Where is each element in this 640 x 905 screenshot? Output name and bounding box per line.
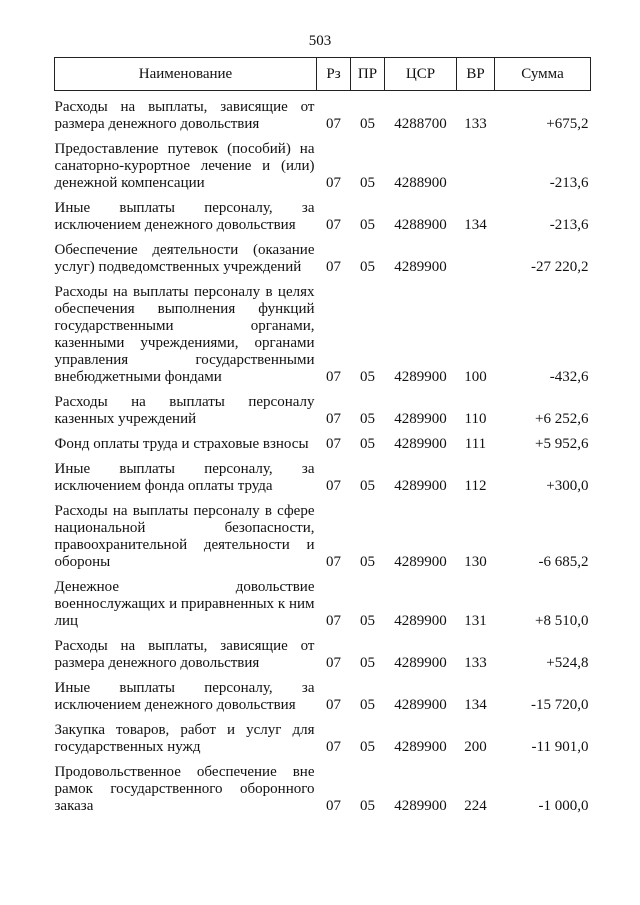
cell-sum: +8 510,0 — [535, 613, 589, 629]
cell-rz: 07 — [326, 259, 341, 275]
cell-vr: 110 — [464, 411, 487, 427]
cell-csr: 4288700 — [394, 116, 447, 132]
cell-name: Закупка товаров, работ и услуг для государственных нужд — [54, 722, 315, 755]
table-row — [55, 91, 591, 142]
cell-rz: 07 — [326, 411, 341, 427]
cell-pr: 05 — [360, 259, 375, 275]
budget-table — [54, 57, 591, 823]
cell-sum: -432,6 — [549, 369, 589, 385]
cell-sum: -1 000,0 — [538, 798, 589, 814]
cell-rz: 07 — [326, 369, 341, 385]
cell-sum: -213,6 — [549, 217, 589, 233]
cell-sum: +300,0 — [546, 478, 589, 494]
cell-pr: 05 — [360, 411, 375, 427]
cell-pr: 05 — [360, 116, 375, 132]
cell-name: Расходы на выплаты персоналу казенных учреждений — [54, 394, 315, 427]
cell-csr: 4289900 — [394, 411, 447, 427]
table-header — [55, 58, 591, 91]
table-row — [55, 242, 591, 284]
cell-csr: 4289900 — [394, 798, 447, 814]
cell-name: Иные выплаты персоналу, за исключением денежного довольствия — [54, 680, 315, 713]
cell-csr: 4289900 — [394, 554, 447, 570]
cell-pr: 05 — [360, 217, 375, 233]
cell-name: Расходы на выплаты персоналу в целях обеспечения выполнения функций государственными органами, казенными учреждениями, органами управления государственными внебюджетными фондами — [54, 284, 315, 385]
table-row — [55, 141, 591, 200]
table-body — [55, 91, 591, 824]
cell-csr: 4288900 — [394, 217, 447, 233]
cell-vr — [457, 141, 495, 200]
cell-sum: +524,8 — [546, 655, 589, 671]
cell-sum: -11 901,0 — [531, 739, 589, 755]
cell-rz: 07 — [326, 554, 341, 570]
cell-rz: 07 — [326, 436, 341, 452]
cell-vr: 112 — [464, 478, 487, 494]
cell-pr: 05 — [360, 175, 375, 191]
cell-csr: 4289900 — [394, 478, 447, 494]
cell-sum: +675,2 — [546, 116, 589, 132]
header-sum: Сумма — [495, 58, 591, 91]
cell-pr: 05 — [360, 655, 375, 671]
cell-name: Иные выплаты персоналу, за исключением фонда оплаты труда — [54, 461, 315, 494]
cell-name: Предоставление путевок (пособий) на санаторно-курортное лечение и (или) денежной компенсации — [54, 141, 315, 191]
cell-vr: 130 — [464, 554, 487, 570]
cell-rz: 07 — [326, 613, 341, 629]
cell-rz: 07 — [326, 175, 341, 191]
cell-vr: 111 — [464, 436, 487, 452]
page-number: 503 — [308, 33, 332, 49]
cell-rz: 07 — [326, 739, 341, 755]
table-row — [55, 680, 591, 722]
table-row — [55, 461, 591, 503]
cell-name: Обеспечение деятельности (оказание услуг) подведомственных учреждений — [54, 242, 315, 275]
cell-vr: 133 — [464, 655, 487, 671]
table-row — [55, 722, 591, 764]
cell-pr: 05 — [360, 697, 375, 713]
cell-pr: 05 — [360, 739, 375, 755]
table-row — [55, 394, 591, 436]
cell-name: Фонд оплаты труда и страховые взносы — [54, 436, 309, 452]
cell-csr: 4289900 — [394, 259, 447, 275]
cell-pr: 05 — [360, 798, 375, 814]
cell-csr: 4289900 — [394, 655, 447, 671]
table-row — [55, 638, 591, 680]
cell-pr: 05 — [360, 613, 375, 629]
cell-rz: 07 — [326, 798, 341, 814]
header-pr: ПР — [351, 58, 385, 91]
cell-vr: 100 — [464, 369, 487, 385]
header-csr: ЦСР — [385, 58, 457, 91]
cell-vr: 133 — [464, 116, 487, 132]
cell-csr: 4289900 — [394, 697, 447, 713]
cell-name: Денежное довольствие военнослужащих и приравненных к ним лиц — [54, 579, 315, 629]
cell-sum: +5 952,6 — [535, 436, 589, 452]
cell-sum: -27 220,2 — [531, 259, 589, 275]
cell-name: Продовольственное обеспечение вне рамок государственного оборонного заказа — [54, 764, 315, 814]
table-row — [55, 200, 591, 242]
cell-name: Расходы на выплаты, зависящие от размера денежного довольствия — [54, 638, 315, 671]
table-row — [55, 436, 591, 461]
cell-pr: 05 — [360, 369, 375, 385]
cell-vr: 134 — [464, 217, 487, 233]
cell-vr — [457, 242, 495, 284]
header-vr: ВР — [457, 58, 495, 91]
cell-pr: 05 — [360, 436, 375, 452]
cell-vr: 224 — [464, 798, 487, 814]
cell-rz: 07 — [326, 217, 341, 233]
cell-csr: 4288900 — [394, 175, 447, 191]
cell-rz: 07 — [326, 478, 341, 494]
cell-vr: 134 — [464, 697, 487, 713]
cell-rz: 07 — [326, 116, 341, 132]
cell-csr: 4289900 — [394, 369, 447, 385]
cell-sum: -213,6 — [549, 175, 589, 191]
cell-vr: 131 — [464, 613, 487, 629]
table-row — [55, 764, 591, 823]
cell-csr: 4289900 — [394, 613, 447, 629]
cell-sum: -15 720,0 — [531, 697, 589, 713]
header-rz: Рз — [317, 58, 351, 91]
cell-sum: +6 252,6 — [535, 411, 589, 427]
cell-name: Расходы на выплаты, зависящие от размера денежного довольствия — [54, 99, 315, 132]
cell-csr: 4289900 — [394, 436, 447, 452]
cell-name: Расходы на выплаты персоналу в сфере национальной безопасности, правоохранительной деятельности и обороны — [54, 503, 315, 570]
table-row — [55, 503, 591, 579]
cell-pr: 05 — [360, 554, 375, 570]
cell-rz: 07 — [326, 655, 341, 671]
cell-csr: 4289900 — [394, 739, 447, 755]
cell-sum: -6 685,2 — [538, 554, 589, 570]
table-row — [55, 284, 591, 394]
cell-vr: 200 — [464, 739, 487, 755]
cell-pr: 05 — [360, 478, 375, 494]
cell-name: Иные выплаты персоналу, за исключением денежного довольствия — [54, 200, 315, 233]
header-name: Наименование — [55, 58, 317, 91]
cell-rz: 07 — [326, 697, 341, 713]
table-row — [55, 579, 591, 638]
